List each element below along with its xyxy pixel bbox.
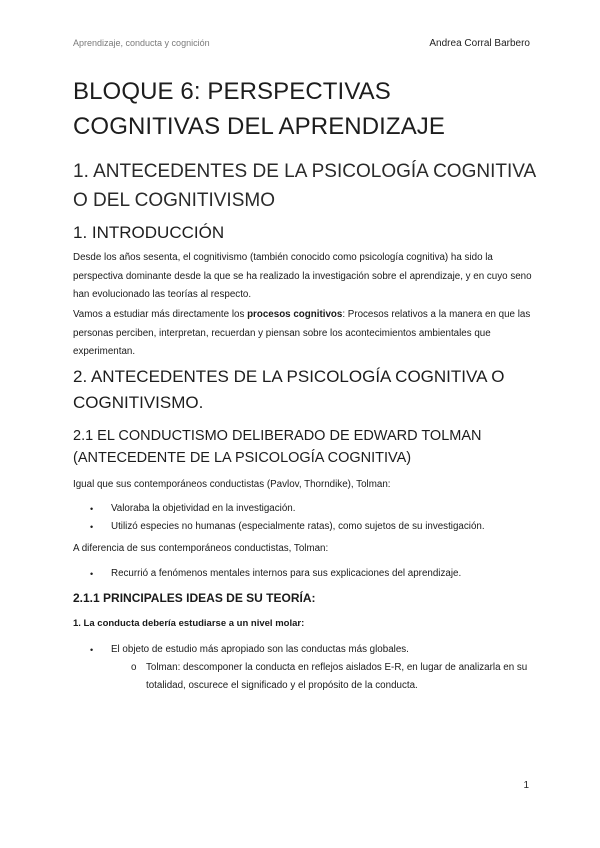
list-item-text: Recurrió a fenómenos mentales internos para sus explicaciones del aprendizaje. [111,568,462,579]
heading-principales-ideas: 2.1.1 PRINCIPALES IDEAS DE SU TEORÍA: [73,591,316,605]
running-header-author: Andrea Corral Barbero [429,38,530,49]
heading-antecedentes-cognitivismo: 2. ANTECEDENTES DE LA PSICOLOGÍA COGNITIVA O COGNITIVISMO. [73,367,505,412]
heading-tolman: 2.1 EL CONDUCTISMO DELIBERADO DE EDWARD TOLMAN (ANTECEDENTE DE LA PSICOLOGÍA COGNITIVA) [73,428,482,466]
bullet-icon: • [90,504,94,514]
page-number: 1 [523,780,529,791]
document-title: BLOQUE 6: PERSPECTIVAS COGNITIVAS DEL APRENDIZAJE [73,78,446,140]
bullet-icon: • [90,569,94,579]
tolman-differences-paragraph: A diferencia de sus contemporáneos conductistas, Tolman: [73,543,329,554]
list-item-text: Utilizó especies no humanas (especialmente ratas), como sujetos de su investigación. [111,521,485,532]
intro-paragraph-2 [73,306,533,362]
running-header-course: Aprendizaje, conducta y cognición [73,38,210,48]
sub-list-item-text: Tolman: descomponer la conducta en reflejos aislados E-R, en lugar de analizarla en su totalidad, oscurece el significado y el propósito de la conducta. [146,662,528,691]
list-item-text: El objeto de estudio más apropiado son las conductas más globales. [111,644,409,655]
intro-paragraph-1: Desde los años sesenta, el cognitivismo (también conocido como psicología cognitiva) ha sido la perspectiva dominante desde la que se ha realizado la investigación sobre el aprendizaje, y en cuyo seno han evolucionado las teorías al respecto. [73,252,532,300]
intro-paragraph-2-prefix: Vamos a estudiar más directamente los [73,309,248,320]
section-heading-antecedentes: 1. ANTECEDENTES DE LA PSICOLOGÍA COGNITIVA O DEL COGNITIVISMO [73,161,536,211]
tolman-intro-paragraph: Igual que sus contemporáneos conductistas (Pavlov, Thorndike), Tolman: [73,479,391,490]
procesos-cognitivos-term: procesos cognitivos [247,309,343,320]
list-item-text: Valoraba la objetividad en la investigación. [111,503,296,514]
bullet-icon: • [90,645,94,655]
intro-paragraph-2-suffix: : Procesos relativos a la manera en que las personas perciben, interpretan, recuerdan y piensan sobre los acontecimientos ambientales que experimentan. [73,309,531,357]
sub-bullet-icon: o [131,662,137,673]
bullet-icon: • [90,522,94,532]
idea-1-heading: 1. La conducta debería estudiarse a un nivel molar: [73,618,305,629]
heading-introduccion: 1. INTRODUCCIÓN [73,223,225,242]
